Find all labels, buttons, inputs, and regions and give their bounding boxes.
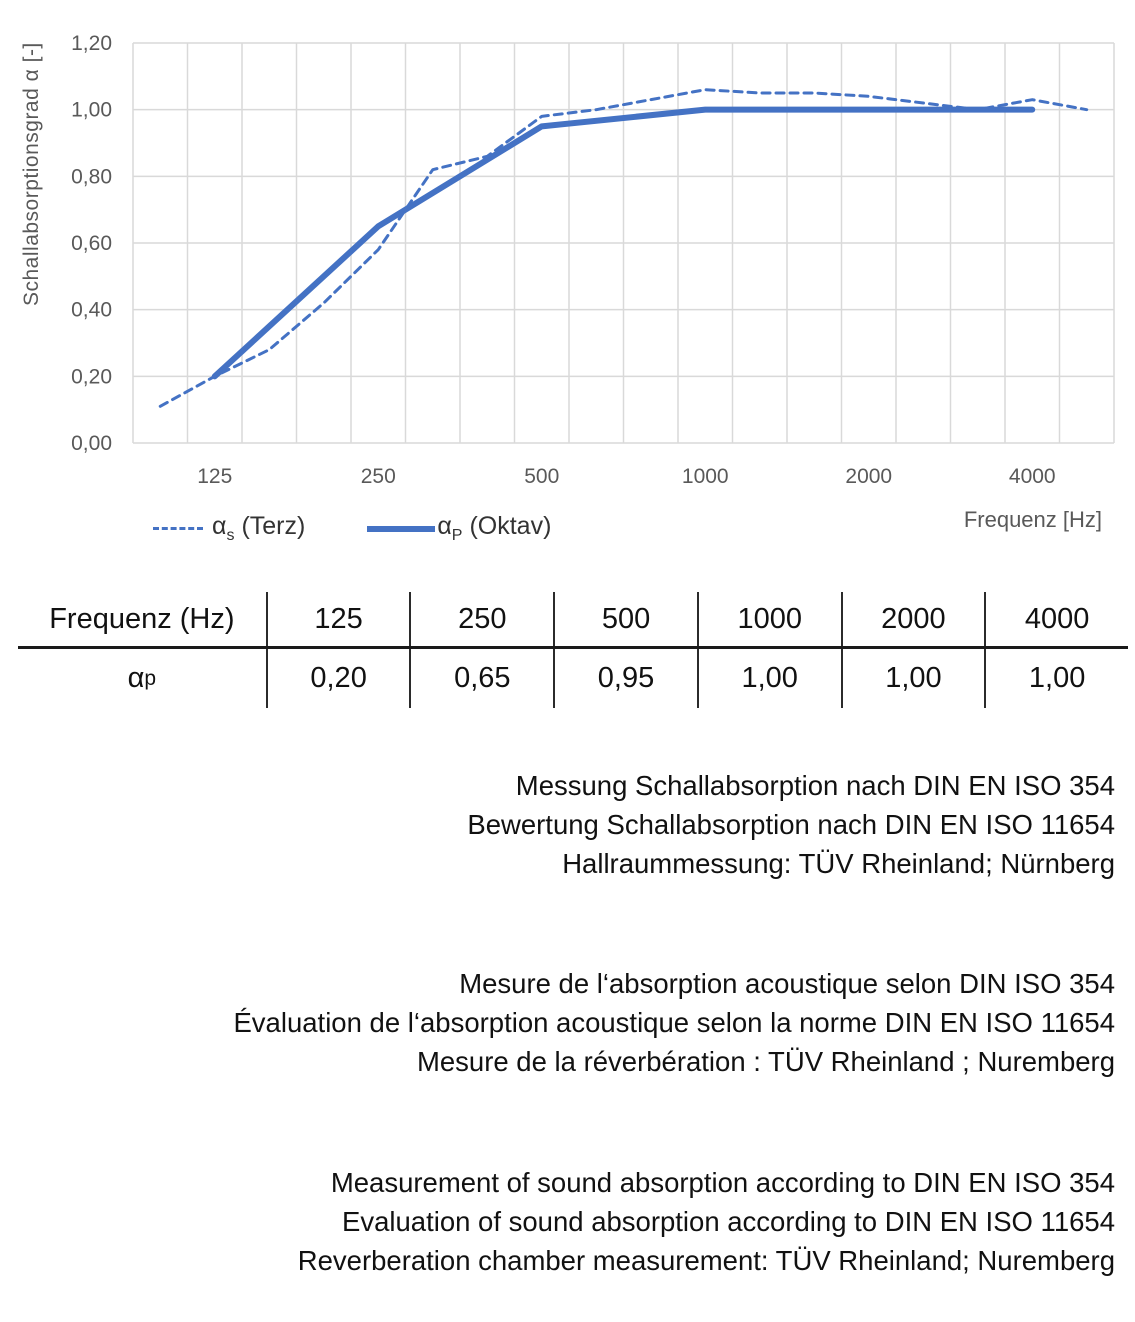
table-value-cell: 1,00 [697,649,841,708]
note-line: Mesure de l‘absorption acoustique selon DIN ISO 354 [459,968,1115,999]
measurement-notes [0,766,1115,1322]
table-value-row [18,649,1128,708]
note-line: Mesure de la réverbération : TÜV Rheinland ; Nuremberg [416,1046,1115,1077]
legend-item-oktav [367,512,551,545]
table-value-cell: 0,65 [409,649,553,708]
table-value-cell: 0,95 [553,649,697,708]
table-row-label-alpha-p: α p [127,662,157,694]
note-line: Hallraummessung: TÜV Rheinland; Nürnberg [562,848,1115,879]
note-line: Evaluation of sound absorption according to DIN EN ISO 11654 [341,1206,1115,1237]
table-frequency-cell: 4000 [984,592,1128,646]
legend-item-terz [153,512,305,545]
y-tick-label: 0,60 [71,232,112,255]
absorption-table [18,592,1128,708]
notes-french [0,964,1115,1081]
note-line: Évaluation de l‘absorption acoustique selon la norme DIN EN ISO 11654 [233,1007,1115,1038]
x-tick-label: 4000 [1008,465,1056,488]
x-tick-label: 250 [360,465,396,488]
legend-oktav-text: $\alpha_P$ (Oktav) [437,512,552,544]
y-tick-label: 0,40 [71,298,112,322]
x-tick-label: 500 [524,465,560,488]
x-tick-label: 2000 [845,465,893,488]
table-value-cell: 1,00 [984,649,1128,708]
chart-legend [153,512,551,545]
terz-dashed-line-sample [153,527,203,530]
table-frequency-cell: 2000 [841,592,985,646]
x-tick-label: 125 [197,465,233,488]
table-frequency-cell: 125 [266,592,410,646]
table-frequency-cell: 500 [553,592,697,646]
table-header-row [18,592,1128,649]
note-line: Measurement of sound absorption according to DIN EN ISO 354 [330,1167,1115,1198]
note-line: Bewertung Schallabsorption nach DIN EN ISO 11654 [467,809,1115,840]
notes-german [0,766,1115,883]
y-tick-label: 1,20 [71,32,112,55]
chart-plot-area [0,0,1135,500]
table-value-cell: 0,20 [266,649,410,708]
y-tick-label: 1,00 [71,98,112,122]
y-tick-label: 0,00 [71,432,112,455]
x-tick-label: 1000 [681,465,729,488]
table-header-label: Frequenz (Hz) [49,602,235,635]
table-value-cell: 1,00 [841,649,985,708]
table-frequency-cell: 1000 [697,592,841,646]
y-tick-label: 0,20 [71,365,112,389]
y-tick-label: 0,80 [71,165,112,189]
oktav-solid-line-sample [367,526,435,532]
note-line: Reverberation chamber measurement: TÜV Rheinland; Nuremberg [297,1245,1115,1276]
table-frequency-cell: 250 [409,592,553,646]
note-line: Messung Schallabsorption nach DIN EN ISO 354 [515,770,1115,801]
legend-terz-text: $\alpha_s$ (Terz) [212,512,306,544]
absorption-chart [0,0,1135,560]
x-axis-title: Frequenz [Hz] [963,507,1102,532]
y-axis-title: Schallabsorptionsgrad α [-] [20,42,43,306]
notes-english [0,1163,1115,1280]
